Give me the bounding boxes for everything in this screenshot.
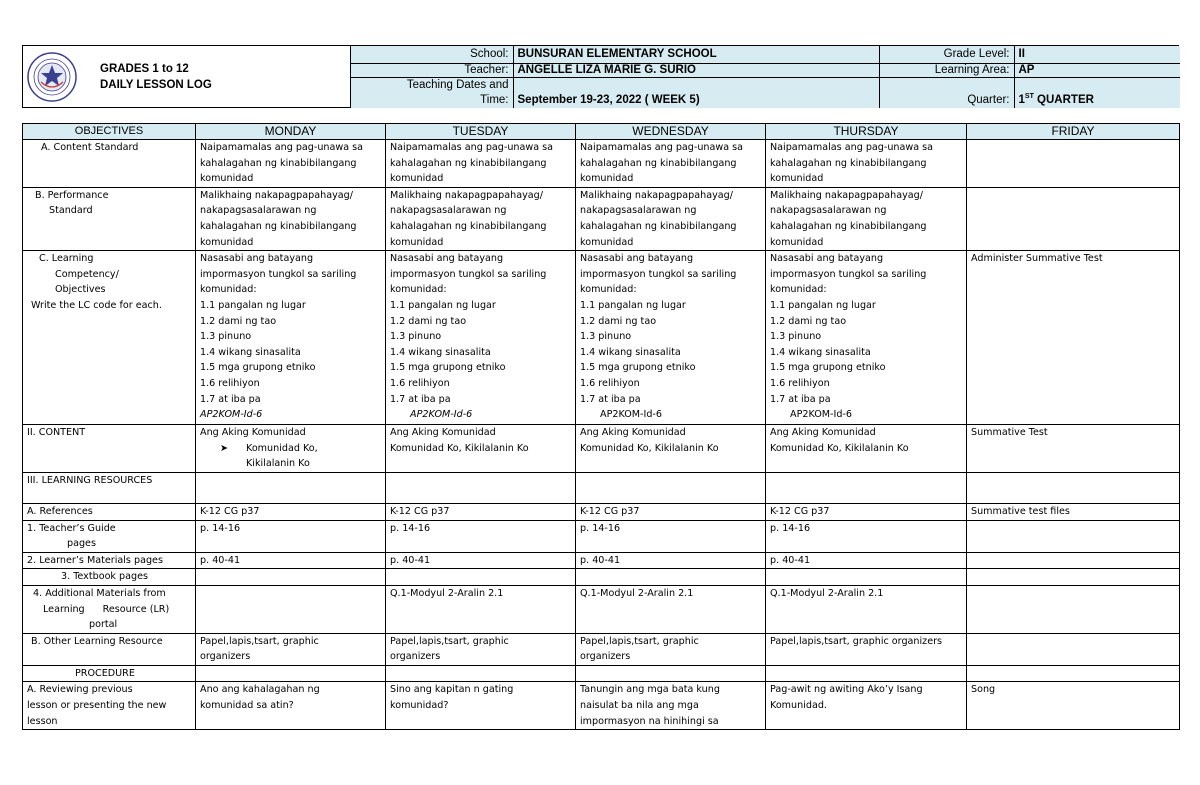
cell-thu: K-12 CG p37 <box>766 503 967 520</box>
table-header-row <box>23 124 1180 140</box>
bullet-line <box>200 441 381 457</box>
line: Komunidad Ko, Kikilalanin Ko <box>390 442 529 454</box>
title-dll: DAILY LESSON LOG <box>100 79 212 91</box>
row-procedure <box>23 665 1180 682</box>
quarter-sup: ST <box>1024 92 1034 100</box>
cell-tue <box>386 425 576 473</box>
col-objectives: OBJECTIVES <box>23 124 196 140</box>
label-text: Write the LC code for each. <box>31 299 162 311</box>
label-references <box>23 503 196 520</box>
line: Papel,lapis,tsart, graphic <box>390 635 509 647</box>
cell-thu <box>766 251 967 425</box>
cell-tue <box>386 682 576 730</box>
cell-mon <box>196 425 386 473</box>
line: nakapagsasalarawan ng <box>580 205 697 217</box>
cell-tue <box>386 472 576 503</box>
line: Ang Aking Komunidad <box>770 427 876 439</box>
school-value: BUNSURAN ELEMENTARY SCHOOL <box>513 46 879 63</box>
line: 1.2 dami ng tao <box>390 315 467 327</box>
label-text: A. Reviewing previous <box>27 684 133 696</box>
line: 1.7 at iba pa <box>770 393 831 405</box>
line: Ang Aking Komunidad <box>200 427 306 439</box>
line: 1.5 mga grupong etniko <box>390 362 506 374</box>
teaching-dates-value: September 19-23, 2022 ( WEEK 5) <box>513 77 879 108</box>
quarter-rest: QUARTER <box>1033 93 1094 106</box>
line: Pag-awit ng awiting Ako’y Isang <box>770 684 923 696</box>
cell-fri <box>967 140 1180 188</box>
cell-mon <box>196 569 386 586</box>
line: organizers <box>580 651 631 663</box>
cell-wed: p. 40-41 <box>576 552 766 569</box>
row-content-standard <box>23 140 1180 188</box>
line: Komunidad Ko, <box>246 442 318 454</box>
row-performance-standard <box>23 187 1180 250</box>
line: 1.3 pinuno <box>200 331 252 343</box>
col-wednesday: WEDNESDAY <box>576 124 766 140</box>
line: Kikilalanin Ko <box>246 458 310 470</box>
learning-area-value: AP <box>1014 63 1180 77</box>
label-text: 4. Additional Materials from <box>33 587 166 599</box>
line: impormasyon tungkol sa sariling <box>200 268 357 280</box>
label-text: PROCEDURE <box>75 667 135 679</box>
line: Administer Summative Test <box>971 253 1103 265</box>
cell-wed <box>576 425 766 473</box>
line: komunidad <box>200 173 254 185</box>
cell-tue: K-12 CG p37 <box>386 503 576 520</box>
line: Nasasabi ang batayang <box>580 253 694 265</box>
cell-mon: p. 40-41 <box>196 552 386 569</box>
line: Papel,lapis,tsart, graphic <box>580 635 699 647</box>
label-text: Competency/ <box>55 268 119 280</box>
line: 1.4 wikang sinasalita <box>390 346 491 358</box>
line: Komunidad Ko, Kikilalanin Ko <box>580 442 719 454</box>
line: komunidad: <box>390 284 447 296</box>
cell-wed <box>576 251 766 425</box>
line: kahalagahan ng kinabibilangang <box>390 220 547 232</box>
line: impormasyon tungkol sa sariling <box>390 268 547 280</box>
label-text: A. References <box>27 505 93 517</box>
row-references <box>23 503 1180 520</box>
row-learners-materials <box>23 552 1180 569</box>
label-reviewing <box>23 682 196 730</box>
line: 1.3 pinuno <box>770 331 822 343</box>
label-learning-competency <box>23 251 196 425</box>
dll-header <box>22 45 1179 108</box>
cell-thu <box>766 682 967 730</box>
cell-fri <box>967 569 1180 586</box>
line: komunidad <box>770 173 824 185</box>
cell-thu <box>766 569 967 586</box>
cell-tue <box>386 665 576 682</box>
row-learning-resources <box>23 472 1180 503</box>
cell-wed <box>576 665 766 682</box>
cell-fri <box>967 665 1180 682</box>
line: komunidad: <box>580 284 637 296</box>
line: 1.5 mga grupong etniko <box>580 362 696 374</box>
cell-tue <box>386 569 576 586</box>
line: kahalagahan ng kinabibilangang <box>770 220 927 232</box>
quarter-value <box>1014 77 1180 108</box>
cell-mon <box>196 187 386 250</box>
label-text: III. LEARNING RESOURCES <box>27 474 153 486</box>
line: 1.1 pangalan ng lugar <box>200 299 306 311</box>
row-reviewing <box>23 682 1180 730</box>
quarter-label: Quarter: <box>879 77 1014 108</box>
line: impormasyon na hinihingi sa <box>580 715 719 727</box>
row-additional-materials <box>23 585 1180 633</box>
line: kahalagahan ng kinabibilangang <box>580 220 737 232</box>
line: Komunidad. <box>770 700 827 712</box>
label-textbook <box>23 569 196 586</box>
line: Komunidad Ko, Kikilalanin Ko <box>770 442 909 454</box>
label-text: C. Learning <box>39 253 94 265</box>
line: 1.6 relihiyon <box>200 377 260 389</box>
line: 1.4 wikang sinasalita <box>770 346 871 358</box>
lesson-log-table <box>22 123 1180 730</box>
line: Nasasabi ang batayang <box>390 253 504 265</box>
line: Malikhaing nakapagpapahayag/ <box>390 189 543 201</box>
label-teachers-guide <box>23 520 196 552</box>
line: impormasyon tungkol sa sariling <box>770 268 927 280</box>
cell-tue: p. 14-16 <box>386 520 576 552</box>
line: Ang Aking Komunidad <box>390 427 496 439</box>
line: kahalagahan ng kinabibilangang <box>390 157 547 169</box>
cell-fri <box>967 472 1180 503</box>
line: komunidad: <box>770 284 827 296</box>
cell-fri <box>967 520 1180 552</box>
line: komunidad <box>200 236 254 248</box>
cell-fri <box>967 552 1180 569</box>
label-text: 1. Teacher’s Guide <box>27 522 116 534</box>
label-text: pages <box>67 538 96 550</box>
cell-wed <box>576 187 766 250</box>
label-text: B. Other Learning Resource <box>31 635 163 647</box>
cell-thu: Q.1-Modyul 2-Aralin 2.1 <box>766 585 967 633</box>
line: 1.4 wikang sinasalita <box>580 346 681 358</box>
line: kahalagahan ng kinabibilangang <box>200 220 357 232</box>
label-procedure <box>23 665 196 682</box>
line: 1.3 pinuno <box>580 331 632 343</box>
line: nakapagsasalarawan ng <box>200 205 317 217</box>
grade-level-label: Grade Level: <box>879 46 1014 63</box>
label-text: A. Content Standard <box>41 142 139 153</box>
cell-mon <box>196 472 386 503</box>
cell-fri <box>967 633 1180 665</box>
row-content <box>23 425 1180 473</box>
line: 1.7 at iba pa <box>580 393 641 405</box>
line: Nasasabi ang batayang <box>770 253 884 265</box>
cell-mon: K-12 CG p37 <box>196 503 386 520</box>
line: kahalagahan ng kinabibilangang <box>770 157 927 169</box>
cell-tue <box>386 187 576 250</box>
line: nakapagsasalarawan ng <box>770 205 887 217</box>
line: 1.4 wikang sinasalita <box>200 346 301 358</box>
cell-wed <box>576 633 766 665</box>
line: Sino ang kapitan n gating <box>390 684 514 696</box>
line: Papel,lapis,tsart, graphic organizers <box>770 635 943 647</box>
line: 1.2 dami ng tao <box>770 315 847 327</box>
cell-mon: p. 14-16 <box>196 520 386 552</box>
line: Papel,lapis,tsart, graphic <box>200 635 319 647</box>
cell-thu: p. 14-16 <box>766 520 967 552</box>
line: Nasasabi ang batayang <box>200 253 314 265</box>
quarter-num: 1 <box>1018 93 1025 106</box>
lc-code: AP2KOM-Id-6 <box>600 409 662 421</box>
cell-thu: p. 40-41 <box>766 552 967 569</box>
arrow-bullet-icon: ➤ <box>220 442 229 454</box>
col-friday: FRIDAY <box>967 124 1180 140</box>
row-learning-competency <box>23 251 1180 425</box>
line: 1.3 pinuno <box>390 331 442 343</box>
label-text: lesson or presenting the new <box>27 700 167 712</box>
col-thursday: THURSDAY <box>766 124 967 140</box>
label-text: Resource (LR) <box>102 603 170 615</box>
line: 1.6 relihiyon <box>390 377 450 389</box>
cell-wed: Q.1-Modyul 2-Aralin 2.1 <box>576 585 766 633</box>
line: Naipamamalas ang pag-unawa sa <box>770 142 934 153</box>
line: Tanungin ang mga bata kung <box>580 684 720 696</box>
line: nakapagsasalarawan ng <box>390 205 507 217</box>
lc-code: AP2KOM-Id-6 <box>200 409 263 421</box>
cell-fri <box>967 187 1180 250</box>
teacher-value: ANGELLE LIZA MARIE G. SURIO <box>513 63 879 77</box>
cell-wed <box>576 472 766 503</box>
line: organizers <box>200 651 251 663</box>
line: 1.1 pangalan ng lugar <box>390 299 496 311</box>
header-info-table <box>350 46 1180 107</box>
teacher-label: Teacher: <box>351 63 513 77</box>
cell-tue: Q.1-Modyul 2-Aralin 2.1 <box>386 585 576 633</box>
label-text: II. CONTENT <box>27 427 86 439</box>
line: Naipamamalas ang pag-unawa sa <box>580 142 744 153</box>
line: impormasyon tungkol sa sariling <box>580 268 737 280</box>
cell-fri <box>967 251 1180 425</box>
label-text: B. Performance <box>35 189 109 201</box>
label-text: portal <box>89 619 118 631</box>
cell-mon <box>196 251 386 425</box>
label-content-standard <box>23 140 196 188</box>
cell-wed <box>576 569 766 586</box>
label-additional-materials <box>23 585 196 633</box>
deped-seal-logo <box>27 52 77 102</box>
cell-mon <box>196 585 386 633</box>
teaching-dates-label-line1: Teaching Dates and <box>406 78 509 91</box>
cell-wed <box>576 140 766 188</box>
cell-tue <box>386 140 576 188</box>
title-grades: GRADES 1 to 12 <box>100 63 189 75</box>
col-monday: MONDAY <box>196 124 386 140</box>
line: komunidad <box>770 236 824 248</box>
label-other-resources <box>23 633 196 665</box>
cell-mon <box>196 633 386 665</box>
cell-thu <box>766 472 967 503</box>
cell-thu <box>766 140 967 188</box>
label-performance-standard <box>23 187 196 250</box>
line: 1.7 at iba pa <box>200 393 261 405</box>
line: Naipamamalas ang pag-unawa sa <box>390 142 554 153</box>
line: Ang Aking Komunidad <box>580 427 686 439</box>
cell-tue <box>386 251 576 425</box>
line: organizers <box>390 651 441 663</box>
cell-mon <box>196 140 386 188</box>
teaching-dates-label <box>351 77 513 108</box>
line: 1.2 dami ng tao <box>580 315 657 327</box>
lc-code: AP2KOM-Id-6 <box>410 409 473 421</box>
line: 1.1 pangalan ng lugar <box>770 299 876 311</box>
cell-fri <box>967 682 1180 730</box>
line: 1.6 relihiyon <box>770 377 830 389</box>
cell-thu <box>766 633 967 665</box>
label-text: Objectives <box>55 284 106 296</box>
line: Summative Test <box>971 427 1048 439</box>
line: kahalagahan ng kinabibilangang <box>580 157 737 169</box>
cell-mon <box>196 682 386 730</box>
grade-level-value: II <box>1014 46 1180 63</box>
line: Malikhaing nakapagpapahayag/ <box>770 189 923 201</box>
line: komunidad <box>580 173 634 185</box>
line: komunidad: <box>200 284 257 296</box>
row-textbook <box>23 569 1180 586</box>
line: 1.5 mga grupong etniko <box>200 362 316 374</box>
learning-area-label: Learning Area: <box>879 63 1014 77</box>
teaching-dates-label-line2: Time: <box>480 93 509 106</box>
line: 1.2 dami ng tao <box>200 315 277 327</box>
cell-wed: K-12 CG p37 <box>576 503 766 520</box>
cell-mon <box>196 665 386 682</box>
cell-fri <box>967 425 1180 473</box>
line: kahalagahan ng kinabibilangang <box>200 157 357 169</box>
line: naisulat ba nila ang mga <box>580 700 699 712</box>
cell-wed <box>576 682 766 730</box>
label-text <box>27 602 191 618</box>
lc-code: AP2KOM-Id-6 <box>790 409 852 421</box>
cell-fri: Summative test files <box>967 503 1180 520</box>
line: komunidad <box>580 236 634 248</box>
line: komunidad <box>390 173 444 185</box>
cell-thu <box>766 425 967 473</box>
line: 1.6 relihiyon <box>580 377 640 389</box>
cell-fri <box>967 585 1180 633</box>
line: Malikhaing nakapagpapahayag/ <box>580 189 733 201</box>
line: komunidad <box>390 236 444 248</box>
label-learners-materials <box>23 552 196 569</box>
label-text: Learning <box>43 603 85 615</box>
cell-tue <box>386 633 576 665</box>
line: Malikhaing nakapagpapahayag/ <box>200 189 353 201</box>
col-tuesday: TUESDAY <box>386 124 576 140</box>
label-text: Standard <box>49 205 93 217</box>
line: 1.1 pangalan ng lugar <box>580 299 686 311</box>
line: Naipamamalas ang pag-unawa sa <box>200 142 364 153</box>
cell-wed: p. 14-16 <box>576 520 766 552</box>
line: Song <box>971 684 996 696</box>
cell-thu <box>766 187 967 250</box>
line: komunidad sa atin? <box>200 700 294 712</box>
line: 1.7 at iba pa <box>390 393 451 405</box>
label-text: 2. Learner’s Materials pages <box>27 554 163 566</box>
label-text: 3. Textbook pages <box>61 571 148 583</box>
label-content <box>23 425 196 473</box>
cell-tue: p. 40-41 <box>386 552 576 569</box>
line: komunidad? <box>390 700 449 712</box>
row-teachers-guide <box>23 520 1180 552</box>
cell-thu <box>766 665 967 682</box>
line: Ano ang kahalagahan ng <box>200 684 320 696</box>
school-label: School: <box>351 46 513 63</box>
label-text: lesson <box>27 715 58 727</box>
label-learning-resources <box>23 472 196 503</box>
row-other-resources <box>23 633 1180 665</box>
line: 1.5 mga grupong etniko <box>770 362 886 374</box>
